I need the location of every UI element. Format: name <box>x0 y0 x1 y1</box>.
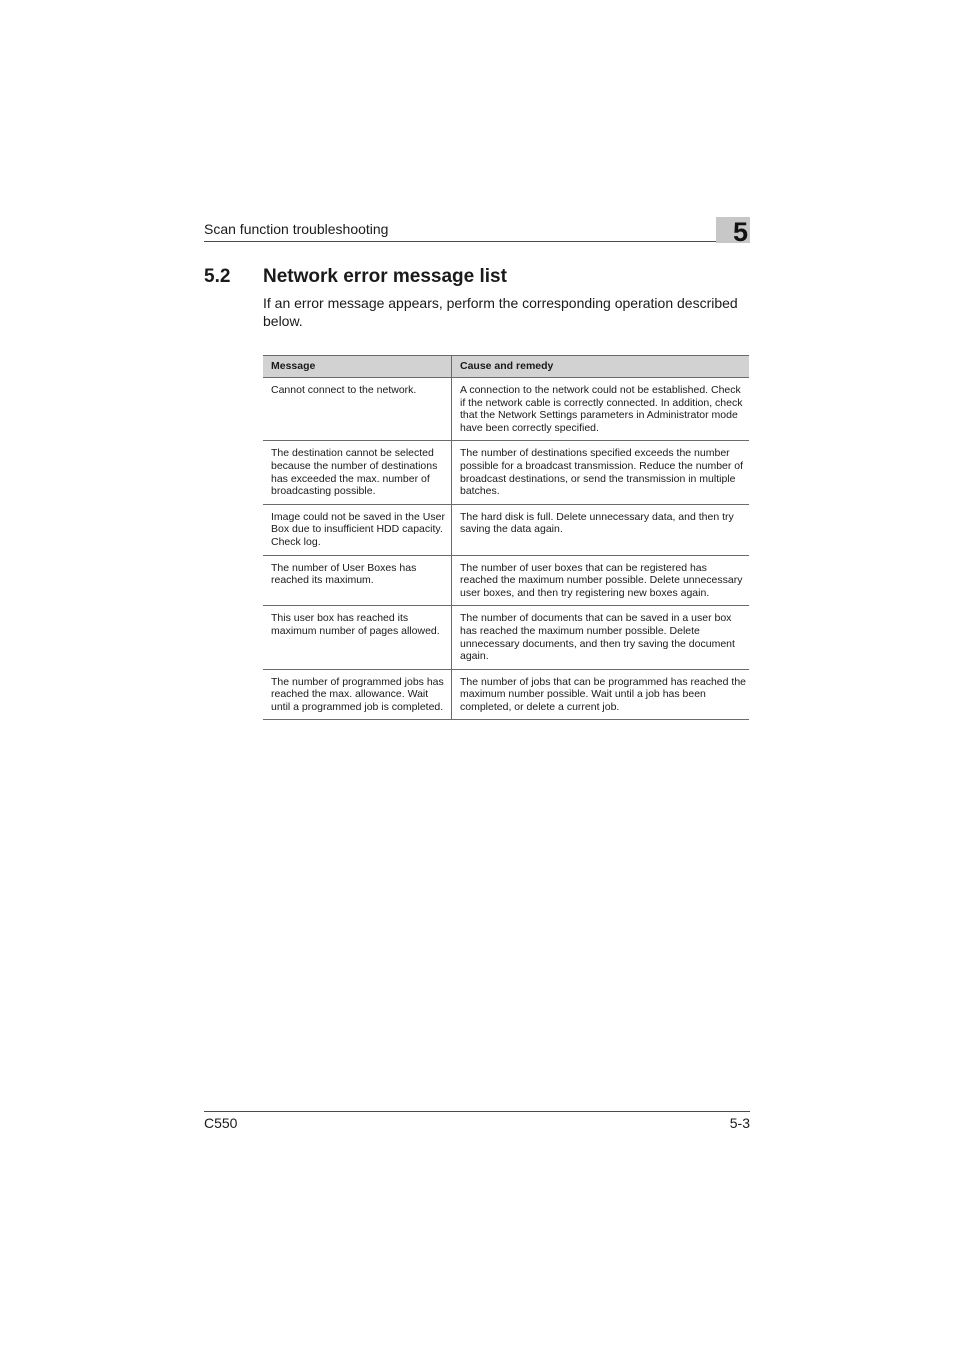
message-cell: Cannot connect to the network. <box>263 378 452 441</box>
column-header-message: Message <box>263 356 452 378</box>
remedy-cell: The number of jobs that can be programmed has reached the maximum number possible. Wait until a job has been completed, or delete a current job. <box>452 669 750 720</box>
remedy-cell: The number of user boxes that can be registered has reached the maximum number possible. Delete unnecessary user boxes, and then try registering new boxes again. <box>452 555 750 606</box>
table-row <box>263 378 749 441</box>
intro-paragraph: If an error message appears, perform the corresponding operation described below. <box>263 295 738 329</box>
footer-model: C550 <box>204 1115 238 1131</box>
message-cell: This user box has reached its maximum number of pages allowed. <box>263 606 452 669</box>
section-title: Network error message list <box>263 266 507 287</box>
header-title: Scan function troubleshooting <box>204 221 389 237</box>
remedy-cell: The number of documents that can be saved in a user box has reached the maximum number possible. Delete unnecessary documents, and then try saving the document again. <box>452 606 750 669</box>
message-cell: Image could not be saved in the User Box due to insufficient HDD capacity. Check log. <box>263 504 452 555</box>
table-row <box>263 669 749 720</box>
column-header-cause-remedy: Cause and remedy <box>452 356 750 378</box>
message-cell: The number of User Boxes has reached its maximum. <box>263 555 452 606</box>
table-row <box>263 504 749 555</box>
table-row <box>263 606 749 669</box>
header-rule <box>204 241 716 242</box>
remedy-cell: The number of destinations specified exceeds the number possible for a broadcast transmission. Reduce the number of broadcast destinations, or send the transmission in multiple batches. <box>452 441 750 504</box>
table-row <box>263 441 749 504</box>
table-header-row <box>263 356 749 378</box>
remedy-cell: A connection to the network could not be established. Check if the network cable is correctly connected. In addition, check that the Network Settings parameters in Administrator mode have been correctly specified. <box>452 378 750 441</box>
chapter-number: 5 <box>732 217 748 247</box>
footer-rule <box>204 1111 750 1112</box>
table-row <box>263 555 749 606</box>
error-message-table <box>263 355 749 720</box>
section-number: 5.2 <box>204 266 231 287</box>
page-number: 5-3 <box>729 1115 750 1131</box>
chapter-tab <box>716 217 750 247</box>
message-cell: The number of programmed jobs has reached the max. allowance. Wait until a programmed job is completed. <box>263 669 452 720</box>
remedy-cell: The hard disk is full. Delete unnecessary data, and then try saving the data again. <box>452 504 750 555</box>
message-cell: The destination cannot be selected because the number of destinations has exceeded the max. number of broadcasting possible. <box>263 441 452 504</box>
